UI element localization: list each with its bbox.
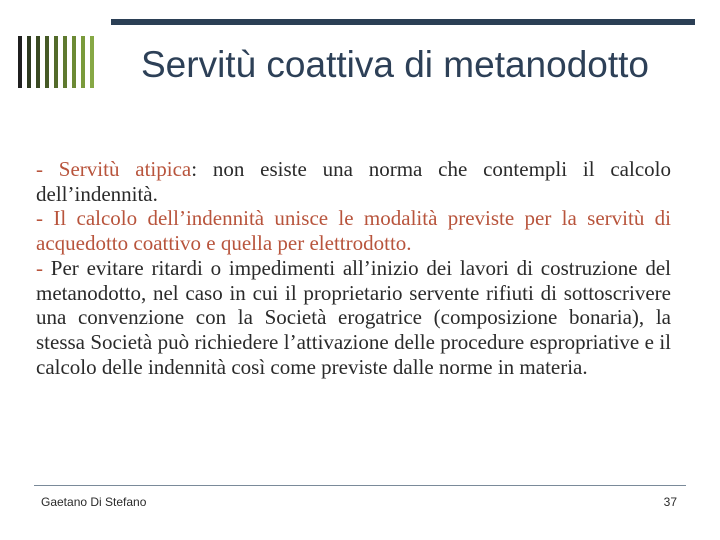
highlight-term: Servitù atipica	[58, 157, 192, 181]
page-number: 37	[663, 495, 677, 509]
slide-body	[36, 157, 671, 379]
bullet-dash: -	[36, 255, 51, 280]
decorative-gradient-bars	[18, 36, 118, 88]
paragraph-indemnity-calculation	[36, 206, 671, 255]
title-top-rule	[111, 19, 695, 25]
decor-bar	[36, 36, 40, 88]
decor-bar	[18, 36, 22, 88]
highlight-term: Il calcolo dell’indennità unisce le modalità previste per la servitù di acquedotto coattivo e quella per elettrodotto.	[36, 206, 672, 256]
paragraph-atypical-easement	[36, 157, 671, 206]
decor-bar	[81, 36, 85, 88]
slide-title: Servitù coattiva di metanodotto	[141, 44, 650, 85]
decor-bar	[72, 36, 76, 88]
paragraph-expropriation-procedure	[36, 256, 671, 380]
paragraph-text: Per evitare ritardi o impedimenti all’inizio dei lavori di costruzione del metanodotto, nel caso in cui il proprietario servente rifiuti di sottoscrivere una convenzione con la Società erogatrice (composizione bonaria), la stessa Società può richiedere l’attivazione delle procedure espropriative e il calcolo delle indennità così come previste dalle norme in materia.	[36, 255, 672, 379]
decor-bar	[27, 36, 31, 88]
decor-bar	[45, 36, 49, 88]
bullet-dash: -	[36, 157, 59, 181]
decor-bar	[90, 36, 94, 88]
paragraph-text: : non esiste una norma che contempli il calcolo dell’indennità.	[36, 157, 671, 206]
decor-bar	[63, 36, 67, 88]
decor-bar	[54, 36, 58, 88]
footer-rule	[34, 485, 686, 486]
footer-author: Gaetano Di Stefano	[41, 495, 147, 509]
bullet-dash: -	[36, 206, 54, 231]
